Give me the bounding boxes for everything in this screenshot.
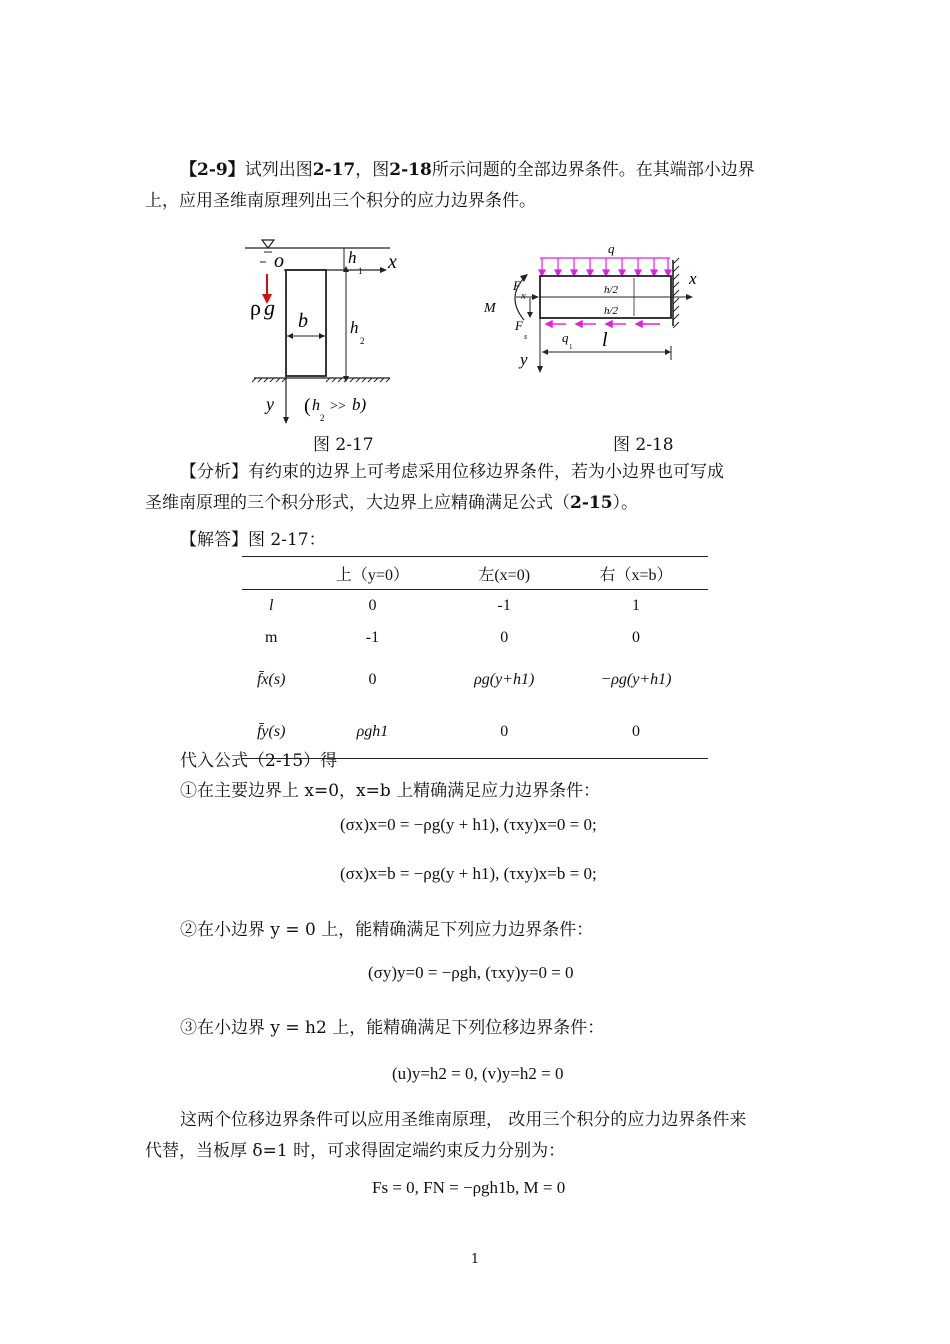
cond-sub: 2 <box>320 413 325 423</box>
item-3-line: ③在小边界 y = h2 上，能精确满足下列位移边界条件： <box>180 1018 605 1038</box>
table-cell: 1 <box>631 597 640 614</box>
answer-text: 图 2-17： <box>248 530 326 550</box>
h2-sub: 2 <box>360 336 365 346</box>
table-cell: -1 <box>497 597 511 614</box>
x-axis-label: x <box>388 251 397 273</box>
table-cell: 0 <box>500 629 509 646</box>
cond-h: h <box>312 397 320 414</box>
problem-text-1: 试列出图 <box>244 160 313 180</box>
formula-ref: 2-15 <box>570 493 613 513</box>
analysis-label: 【分析】 <box>180 462 248 482</box>
fig-ref-18: 2-18 <box>389 160 432 180</box>
equation-3: (σy)y=0 = −ρgh, (τxy)y=0 = 0 <box>368 963 574 982</box>
problem-line-1 <box>180 158 755 182</box>
analysis-text-2a: 圣维南原理的三个积分形式，大边界上应精确满足公式（ <box>145 493 570 513</box>
table-row <box>242 622 708 654</box>
fn-label: F <box>513 278 521 293</box>
fs-sub: s <box>524 332 528 341</box>
table-cell: ρg(y+h1) <box>474 671 535 688</box>
table-cell: ρgh1 <box>300 706 444 759</box>
moment-label: M <box>484 301 496 316</box>
para-line-2: 代替，当板厚 δ=1 时，可求得固定端约束反力分别为： <box>145 1141 566 1161</box>
cond-b: b) <box>352 395 367 414</box>
analysis-line-2 <box>145 491 638 515</box>
q1-sub: 1 <box>569 343 573 351</box>
g-symbol: g <box>264 295 275 320</box>
analysis-text-1: 有约束的边界上可考虑采用位移边界条件，若为小边界也可写成 <box>248 462 724 482</box>
half-h-top: h/2 <box>604 284 619 296</box>
equation-5: Fs = 0, FN = −ρgh1b, M = 0 <box>372 1178 566 1197</box>
analysis-text-2b: ）。 <box>612 493 639 513</box>
cond-open: ( <box>304 395 311 417</box>
header-cell: 上（y=0） <box>300 557 444 590</box>
q-label: q <box>608 241 615 256</box>
origin-label: o <box>274 250 284 272</box>
rho-symbol: ρ <box>250 295 261 320</box>
fs-label: F <box>515 318 523 333</box>
equation-4: (u)y=h2 = 0, (v)y=h2 = 0 <box>392 1064 564 1083</box>
row-label: l <box>268 597 274 614</box>
q1-label: q <box>562 330 569 345</box>
table-cell: -1 <box>365 629 380 646</box>
boundary-table <box>242 556 708 759</box>
page-number: 1 <box>470 1252 480 1267</box>
table-cell: 0 <box>368 671 377 688</box>
row-label: m <box>264 629 278 646</box>
header-cell: 左(x=0) <box>444 557 563 590</box>
row-label: f̄y(s) <box>242 706 300 759</box>
table-cell: 0 <box>631 629 640 646</box>
fig-ref-17: 2-17 <box>312 160 356 180</box>
h1-sub: 1 <box>358 266 363 276</box>
equation-1: (σx)x=0 = −ρg(y + h1), (τxy)x=0 = 0; <box>340 815 597 834</box>
fn-sub: N <box>521 293 526 301</box>
l-label: l <box>602 329 608 351</box>
caption-2-18: 图 2-18 <box>613 435 674 455</box>
header-cell <box>242 557 300 590</box>
item-2-line: ②在小边界 y = 0 上，能精确满足下列应力边界条件： <box>180 920 594 940</box>
equation-2: (σx)x=b = −ρg(y + h1), (τxy)x=b = 0; <box>340 864 597 883</box>
analysis-line-1 <box>180 460 724 484</box>
table-cell: 0 <box>444 706 563 759</box>
problem-text-2: ，图 <box>355 160 390 180</box>
table-cell: 0 <box>368 597 377 614</box>
caption-2-17: 图 2-17 <box>313 435 374 455</box>
table-row <box>242 590 708 623</box>
h1-label: h <box>348 248 357 267</box>
figure-2-18 <box>478 238 718 378</box>
problem-label: 【2-9】 <box>180 160 245 180</box>
header-cell: 右（x=b） <box>564 557 708 590</box>
table-header-row <box>242 557 708 590</box>
half-h-bottom: h/2 <box>604 305 619 317</box>
row-label: f̄x(s) <box>256 671 286 688</box>
h2-label: h <box>350 318 359 337</box>
y-axis-label: y <box>266 394 274 414</box>
substitute-line: 代入公式（2-15）得 <box>180 751 338 771</box>
problem-text-3: 所示问题的全部边界条件。在其端部小边界 <box>431 160 755 180</box>
item-1-line: ①在主要边界上 x=0，x=b 上精确满足应力边界条件： <box>180 781 601 801</box>
y-axis-label-2: y <box>520 350 528 369</box>
table-cell: 0 <box>564 706 708 759</box>
answer-label: 【解答】 <box>180 530 248 550</box>
table-row <box>242 654 708 706</box>
b-label: b <box>298 310 308 332</box>
x-axis-label-2: x <box>689 269 697 288</box>
table-cell: −ρg(y+h1) <box>600 671 672 688</box>
para-line-1: 这两个位移边界条件可以应用圣维南原理， 改用三个积分的应力边界条件来 <box>180 1110 747 1130</box>
cond-gt: >> <box>330 399 346 414</box>
answer-line <box>180 528 326 552</box>
figure-2-17 <box>240 232 420 427</box>
problem-line-2: 上，应用圣维南原理列出三个积分的应力边界条件。 <box>145 191 536 211</box>
